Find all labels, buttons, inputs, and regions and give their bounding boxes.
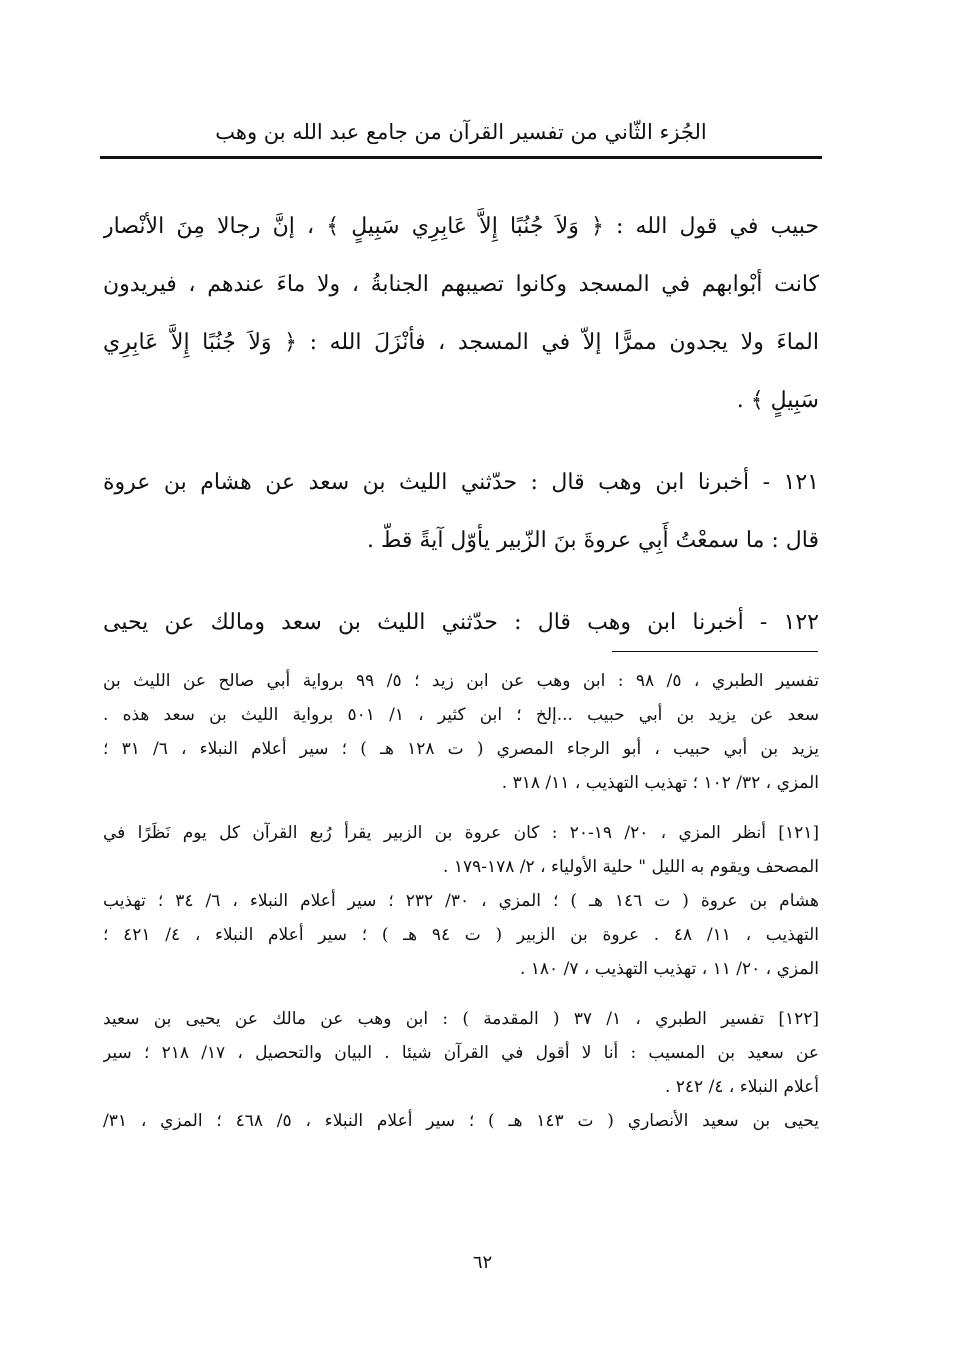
footnote-line: المزي ، ٢٠/ ١١ ، تهذيب التهذيب ، ٧/ ١٨٠ . [519,959,819,979]
footnote-line: يزيد بن أبي حبيب ، أبو الرجاء المصري ( ت ١٢٨ هـ ) ؛ سير أعلام النبلاء ، ٦/ ٣١ ؛ [103,739,819,759]
footnote-line: المزي ، ٣٢/ ١٠٢ ؛ تهذيب التهذيب ، ١١/ ٣١٨ . [501,773,819,793]
footnote-line: التهذيب ، ١١/ ٤٨ . عروة بن الزبير ( ت ٩٤ هـ ) ؛ سير أعلام النبلاء ، ٤/ ٤٢١ ؛ [103,925,819,945]
running-head-title: الجُزء الثّاني من تفسير القرآن من جامع عبد الله بن وهب [215,120,707,144]
footnote-separator [612,651,818,652]
text-line: قال : ما سمعْتُ أَبِي عروةَ بنَ الزّبير يأوّل آيةً قطّ . [367,528,819,553]
text-line: ١٢١ - أخبرنا ابن وهب قال : حدّثني الليث بن سعد عن هشام بن عروة [103,470,819,495]
footnote-line: [١٢١] أنظر المزي ، ٢٠/ ١٩-٢٠ : كان عروة بن الزبير يقرأ رُبع القرآن كل يوم نَظَرًا في [103,823,819,843]
footnote-gap [103,986,819,1002]
footnote-line: سعد عن يزيد بن أبي حبيب ...إلخ ؛ ابن كثير ، ١/ ٥٠١ برواية الليث بن سعد هذه . [103,705,819,725]
text-line: الماءَ ولا يجدون ممرًّا إلاّ في المسجد ، فأنْزَلَ الله : ﴿ وَلاَ جُنُبًا إِلاَّ عَابِرِي [103,330,819,355]
footnote-gap [103,800,819,816]
footnote-line: هشام بن عروة ( ت ١٤٦ هـ ) ؛ المزي ، ٣٠/ ٢٣٢ ؛ سير أعلام النبلاء ، ٦/ ٣٤ ؛ تهذيب [103,891,819,911]
paragraph-gap [103,570,819,594]
page-number: ٦٢ [472,1252,493,1273]
text-line: كانت أبْوابهم في المسجد وكانوا تصيبهم الجنابةُ ، ولا ماءَ عندهم ، فيريدون [103,272,819,297]
main-text [103,198,819,652]
footnote-line: عن سعيد بن المسيب : أنا لا أقول في القرآن شيئا . البيان والتحصيل ، ١٧/ ٢١٨ ؛ سير [103,1043,819,1063]
paragraph-gap [103,430,819,454]
footnote-line: تفسير الطبري ، ٥/ ٩٨ : ابن وهب عن ابن زيد ؛ ٥/ ٩٩ برواية أبي صالح عن الليث بن [103,671,819,691]
footnote-line: [١٢٢] تفسير الطبري ، ١/ ٣٧ ( المقدمة ) : ابن وهب عن مالك عن يحيى بن سعيد [103,1009,819,1029]
footnote-line: يحيى بن سعيد الأنصاري ( ت ١٤٣ هـ ) ؛ سير أعلام النبلاء ، ٥/ ٤٦٨ ؛ المزي ، ٣١/ [103,1111,819,1131]
header-rule [100,156,822,159]
text-line: ١٢٢ - أخبرنا ابن وهب قال : حدّثني الليث بن سعد ومالك عن يحيى [103,610,819,635]
footnote-line: أعلام النبلاء ، ٤/ ٢٤٢ . [664,1077,819,1097]
footnotes [103,664,819,1138]
text-line: حبيب في قول الله : ﴿ وَلاَ جُنُبًا إِلاَّ عَابِرِي سَبِيلٍ ﴾ ، إنَّ رجالا مِنَ الأنْصار [103,214,819,239]
footnote-line: المصحف ويقوم به الليل " حلية الأولياء ، ٢/ ١٧٨-١٧٩ . [443,857,819,877]
text-line: سَبِيلٍ ﴾ . [736,388,819,413]
